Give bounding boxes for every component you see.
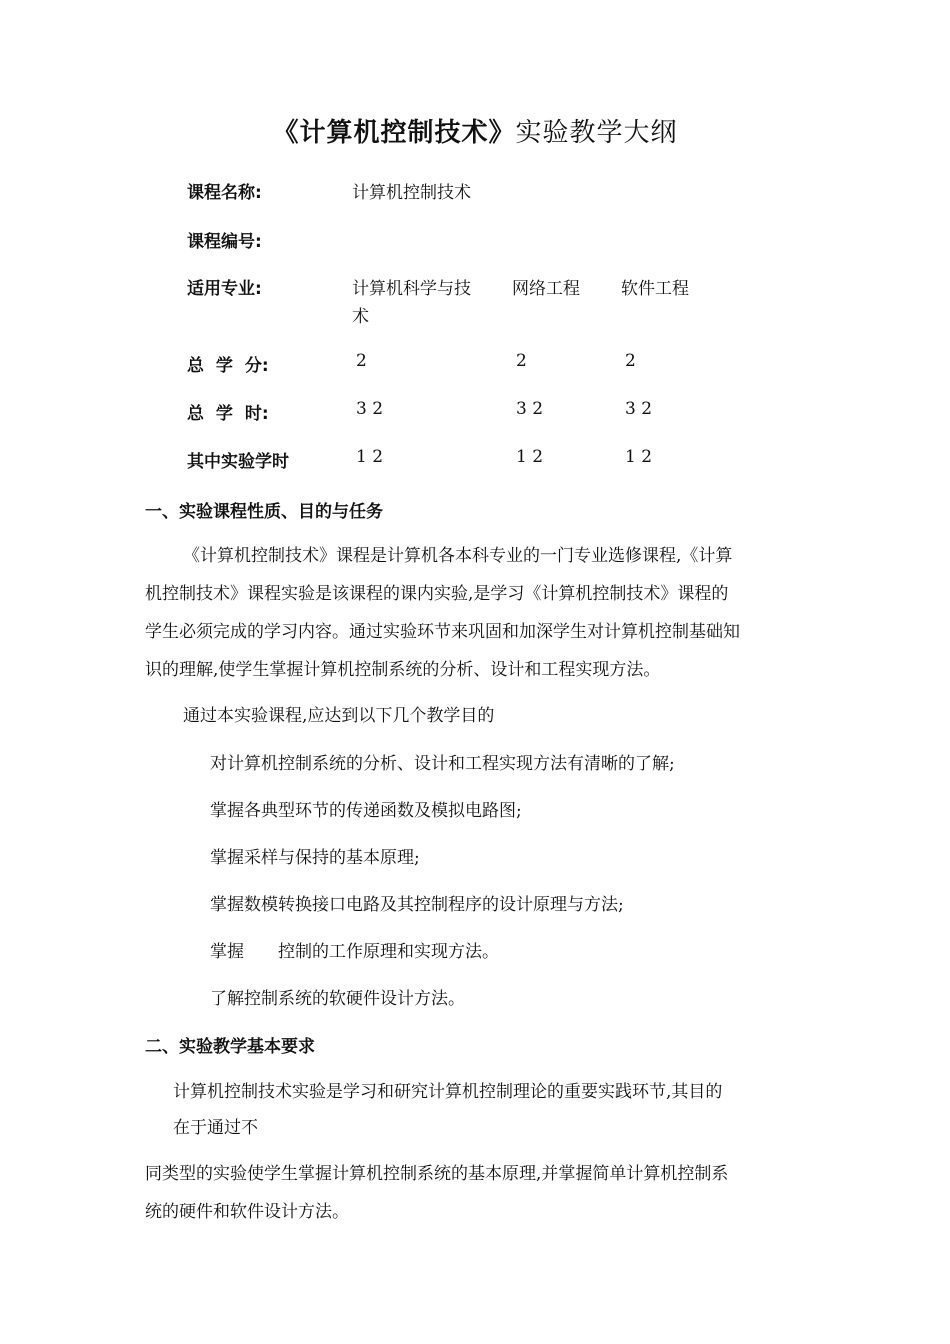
- page-title: [0, 112, 950, 149]
- credit-2: 2: [516, 351, 527, 371]
- goal-item: 掌握各典型环节的传递函数及模拟电路图;: [210, 801, 522, 821]
- section-2-line: 计算机控制技术实验是学习和研究计算机控制理论的重要实践环节,其目的: [173, 1082, 723, 1102]
- section-1-para-line: 识的理解,使学生掌握计算机控制系统的分析、设计和工程实现方法。: [145, 660, 661, 680]
- title-suffix: 实验教学大纲: [515, 118, 678, 148]
- title-course-name: 《计算机控制技术》: [272, 118, 516, 148]
- major-1-wrap: 术: [352, 307, 369, 327]
- section-1-para-line: 机控制技术》课程实验是该课程的课内实验,是学习《计算机控制技术》课程的: [145, 584, 729, 604]
- goal-item: 对计算机控制系统的分析、设计和工程实现方法有清晰的了解;: [210, 754, 675, 774]
- goal-item: 掌握 控制的工作原理和实现方法。: [210, 942, 499, 962]
- lab-hours-1: 1 2: [356, 447, 384, 467]
- lab-hours-2: 1 2: [516, 447, 544, 467]
- course-code-label: 课程编号:: [187, 232, 262, 252]
- major-label: 适用专业:: [187, 279, 262, 299]
- hours-2: 3 2: [516, 399, 544, 419]
- section-2-line: 统的硬件和软件设计方法。: [145, 1202, 349, 1222]
- goals-intro: 通过本实验课程,应达到以下几个教学目的: [183, 706, 495, 726]
- goal-item: 掌握采样与保持的基本原理;: [210, 848, 420, 868]
- section-2-line: 在于通过不: [173, 1118, 258, 1138]
- course-name-value: 计算机控制技术: [352, 183, 471, 203]
- credit-3: 2: [625, 351, 636, 371]
- goal-item: 掌握数模转换接口电路及其控制程序的设计原理与方法;: [210, 895, 624, 915]
- hours-label: 总 学 时:: [187, 404, 269, 424]
- credit-label: 总 学 分:: [187, 356, 269, 376]
- goal-item: 了解控制系统的软硬件设计方法。: [210, 989, 465, 1009]
- course-name-label: 课程名称:: [187, 183, 262, 203]
- major-3: 软件工程: [621, 279, 689, 299]
- lab-hours-label: 其中实验学时: [187, 452, 289, 472]
- section-2-line: 同类型的实验使学生掌握计算机控制系统的基本原理,并掌握简单计算机控制系: [145, 1164, 729, 1184]
- section-1-para-line: 学生必须完成的学习内容。通过实验环节来巩固和加深学生对计算机控制基础知: [145, 622, 740, 642]
- section-1-heading: 一、实验课程性质、目的与任务: [145, 502, 383, 522]
- credit-1: 2: [356, 351, 367, 371]
- section-2-heading: 二、实验教学基本要求: [145, 1037, 315, 1057]
- major-2: 网络工程: [512, 279, 580, 299]
- section-1-para-line: 《计算机控制技术》课程是计算机各本科专业的一门专业选修课程,《计算: [183, 546, 733, 566]
- hours-3: 3 2: [625, 399, 653, 419]
- hours-1: 3 2: [356, 399, 384, 419]
- major-1: 计算机科学与技: [352, 279, 471, 299]
- lab-hours-3: 1 2: [625, 447, 653, 467]
